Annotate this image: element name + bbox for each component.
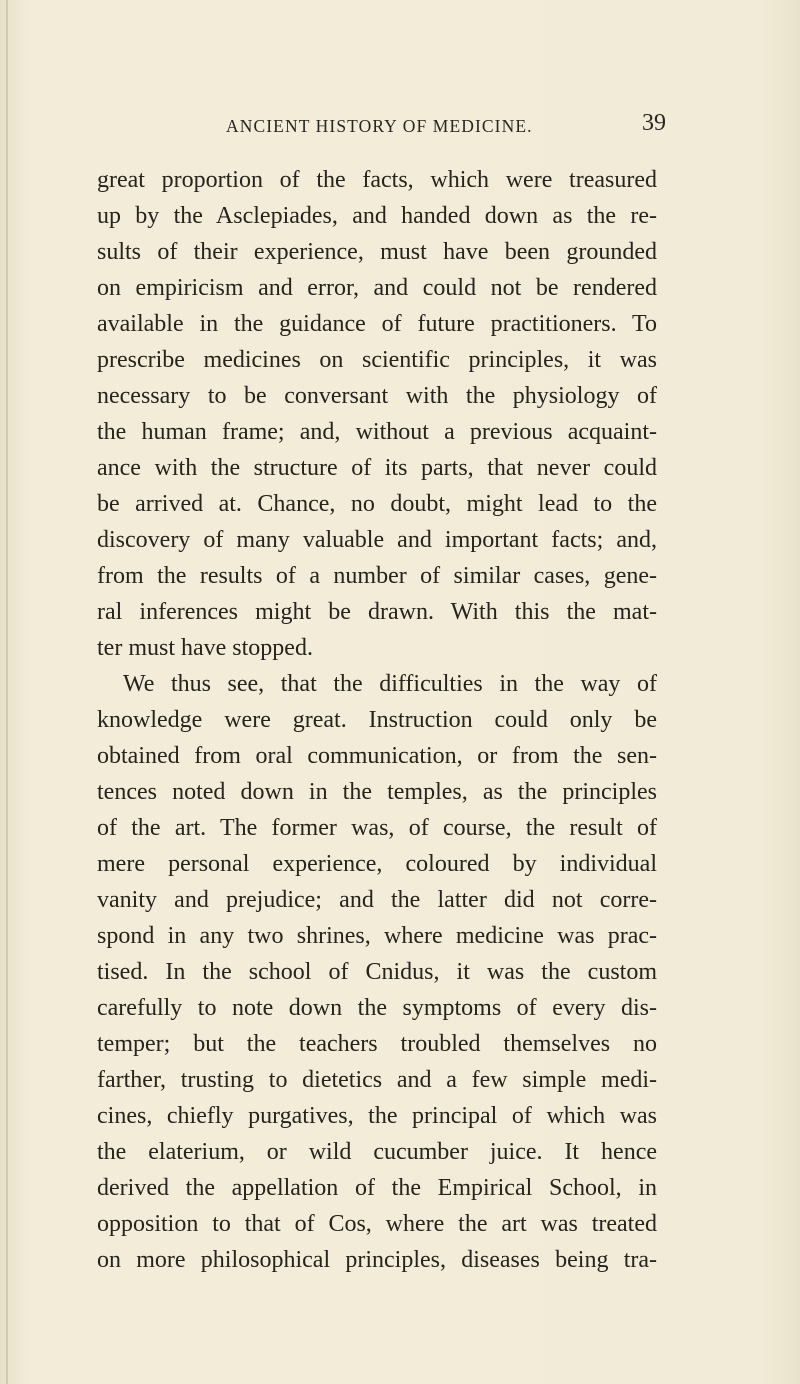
text-line: the human frame; and, without a previous acquaint- — [97, 419, 657, 445]
text-line: sults of their experience, must have been grounded — [97, 239, 657, 265]
body-text — [97, 162, 657, 1278]
text-line: mere personal experience, coloured by individual — [97, 851, 657, 877]
text-line: tences noted down in the temples, as the principles — [97, 779, 657, 805]
text-line: the elaterium, or wild cucumber juice. It hence — [97, 1139, 657, 1165]
text-line: farther, trusting to dietetics and a few simple medi- — [97, 1067, 657, 1093]
text-line: of the art. The former was, of course, the result of — [97, 815, 657, 841]
text-line: ral inferences might be drawn. With this the mat- — [97, 599, 657, 625]
text-line: prescribe medicines on scientific principles, it was — [97, 347, 657, 373]
text-line: great proportion of the facts, which were treasured — [97, 167, 657, 193]
text-line: carefully to note down the symptoms of every dis- — [97, 995, 657, 1021]
text-line: be arrived at. Chance, no doubt, might lead to the — [97, 491, 657, 517]
text-line-paragraph-end: ter must have stopped. — [97, 635, 313, 661]
text-line: necessary to be conversant with the physiology of — [97, 383, 657, 409]
text-line: on more philosophical principles, diseases being tra- — [97, 1247, 657, 1273]
text-line: available in the guidance of future practitioners. To — [97, 311, 657, 337]
text-line: discovery of many valuable and important facts; and, — [97, 527, 657, 553]
text-line-paragraph-start: We thus see, that the difficulties in the way of — [123, 671, 657, 697]
text-line: tised. In the school of Cnidus, it was the custom — [97, 959, 657, 985]
running-title: ANCIENT HISTORY OF MEDICINE. — [226, 116, 533, 136]
text-line: obtained from oral communication, or from the sen- — [97, 743, 657, 769]
text-line: from the results of a number of similar cases, gene- — [97, 563, 657, 589]
text-line: cines, chiefly purgatives, the principal of which was — [97, 1103, 657, 1129]
text-line: vanity and prejudice; and the latter did not corre- — [97, 887, 657, 913]
text-line: opposition to that of Cos, where the art was treated — [97, 1211, 657, 1237]
text-line: spond in any two shrines, where medicine was prac- — [97, 923, 657, 949]
text-line: up by the Asclepiades, and handed down as the re- — [97, 203, 657, 229]
text-line: on empiricism and error, and could not be rendered — [97, 275, 657, 301]
running-head — [0, 112, 800, 142]
page-number: 39 — [642, 110, 666, 136]
text-line: temper; but the teachers troubled themselves no — [97, 1031, 657, 1057]
text-line: ance with the structure of its parts, that never could — [97, 455, 657, 481]
text-line: knowledge were great. Instruction could only be — [97, 707, 657, 733]
text-line: derived the appellation of the Empirical School, in — [97, 1175, 657, 1201]
page-edge-shadow — [6, 0, 8, 1384]
